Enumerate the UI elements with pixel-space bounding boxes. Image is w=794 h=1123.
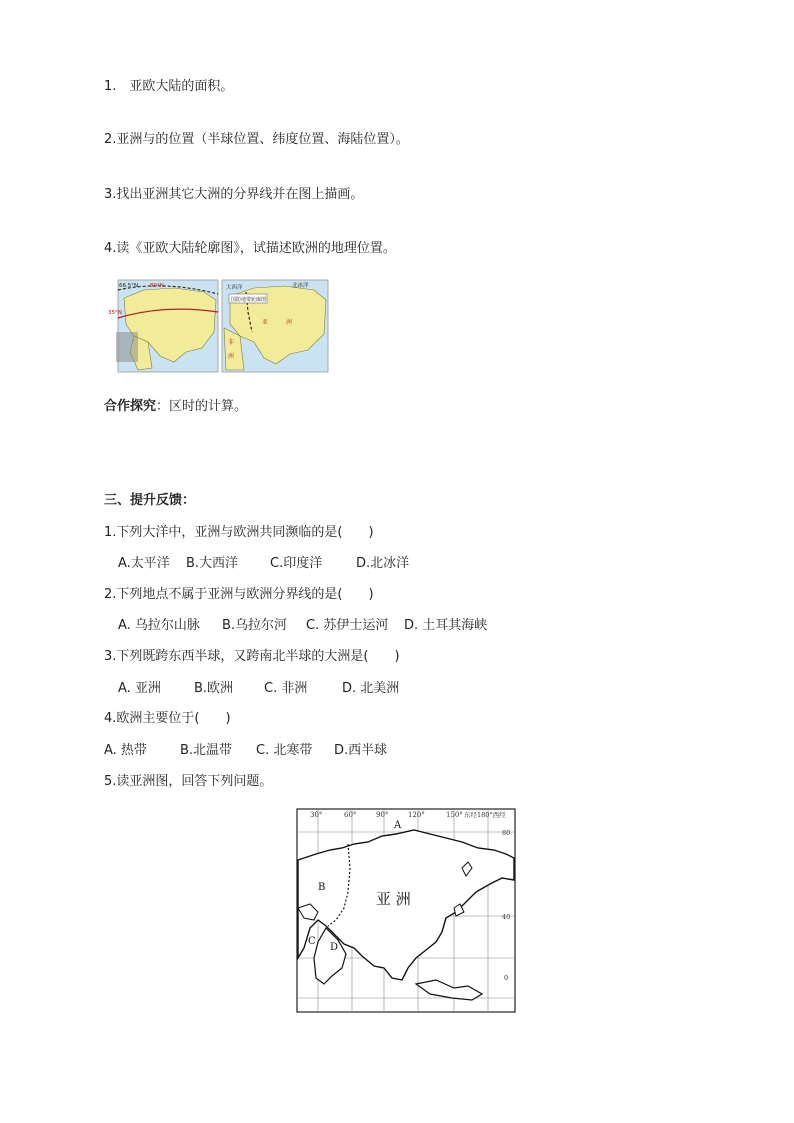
lon-label-60: 60° <box>344 811 357 819</box>
lat-label-40: 40 <box>502 913 511 921</box>
q2-option-a: A. 乌拉尔山脉 <box>118 618 200 633</box>
lon-label-90: 90° <box>376 811 389 819</box>
lat-35-label: 35°N <box>108 310 122 316</box>
quiz-question-3: 3.下列既跨东西半球，又跨南北半球的大洲是( ) <box>104 649 400 664</box>
q3-option-c: C. 非洲 <box>264 681 308 696</box>
q1-option-a: A.太平洋 <box>118 556 170 571</box>
question-4: 4.读《亚欧大陆轮廓图》，试描述欧洲的地理位置。 <box>104 241 396 256</box>
lon-label-30: 30° <box>310 811 323 819</box>
map-caption-box: 国防地带轮廓图 <box>231 297 267 303</box>
question-1: 1. 亚欧大陆的面积。 <box>104 79 234 94</box>
section-3-heading: 三、提升反馈： <box>104 493 196 508</box>
atlantic-ocean-label: 大西洋 <box>226 285 243 291</box>
quiz-question-1: 1.下列大洋中，亚洲与欧洲共同濒临的是( ) <box>104 525 374 540</box>
q4-option-d: D.西半球 <box>334 743 388 758</box>
q2-option-b: B.乌拉尔河 <box>222 618 288 633</box>
point-d-label: D <box>330 942 339 953</box>
asia-char-2: 洲 <box>286 319 293 326</box>
q3-option-d: D. 北美洲 <box>342 681 400 696</box>
quiz-question-4: 4.欧洲主要位于( ) <box>104 711 231 726</box>
lat-label-0: 0 <box>504 974 509 982</box>
point-a-label: A <box>394 820 402 831</box>
lat-80-label: 80°N <box>150 283 164 289</box>
africa-char-2: 洲 <box>228 353 235 360</box>
asia-outline-map <box>296 808 516 1013</box>
lat-label-80: 80 <box>502 829 511 837</box>
quiz-question-2: 2.下列地点不属于亚洲与欧洲分界线的是( ) <box>104 587 374 602</box>
q1-option-c: C.印度洋 <box>270 556 323 571</box>
q3-option-a: A. 亚洲 <box>118 681 161 696</box>
map-title-asia: 亚 洲 <box>376 890 411 908</box>
lon-label-180: 东经180°西经 <box>464 811 506 819</box>
point-c-label: C <box>308 936 316 947</box>
q4-option-c: C. 北寒带 <box>256 743 313 758</box>
q2-option-c: C. 苏伊士运河 <box>306 618 389 633</box>
q3-option-b: B.欧洲 <box>194 681 234 696</box>
question-2: 2.亚洲与的位置（半球位置、纬度位置、海陆位置）。 <box>104 132 409 147</box>
lat-665-label: 66.5°N <box>119 283 139 289</box>
q4-option-b: B.北温带 <box>180 743 233 758</box>
eurasia-outline-figure <box>104 272 330 382</box>
lon-label-120: 120° <box>408 811 425 819</box>
point-b-label: B <box>318 882 326 893</box>
q1-option-b: B.大西洋 <box>186 556 239 571</box>
quiz-question-5: 5.读亚洲图，回答下列问题。 <box>104 774 273 789</box>
q4-option-a: A. 热带 <box>104 743 147 758</box>
cooperation-inquiry <box>104 398 247 416</box>
africa-char-1: 非 <box>228 339 235 346</box>
cooperation-text: ：区时的计算。 <box>156 399 248 414</box>
lon-label-150: 150° <box>446 811 463 819</box>
q2-option-d: D. 土耳其海峡 <box>404 618 488 633</box>
question-3: 3.找出亚洲其它大洲的分界线并在图上描画。 <box>104 187 364 202</box>
cooperation-label: 合作探究 <box>104 399 157 414</box>
arctic-ocean-label: 北冰洋 <box>292 283 309 289</box>
q1-option-d: D.北冰洋 <box>356 556 410 571</box>
asia-char-1: 亚 <box>262 319 269 326</box>
